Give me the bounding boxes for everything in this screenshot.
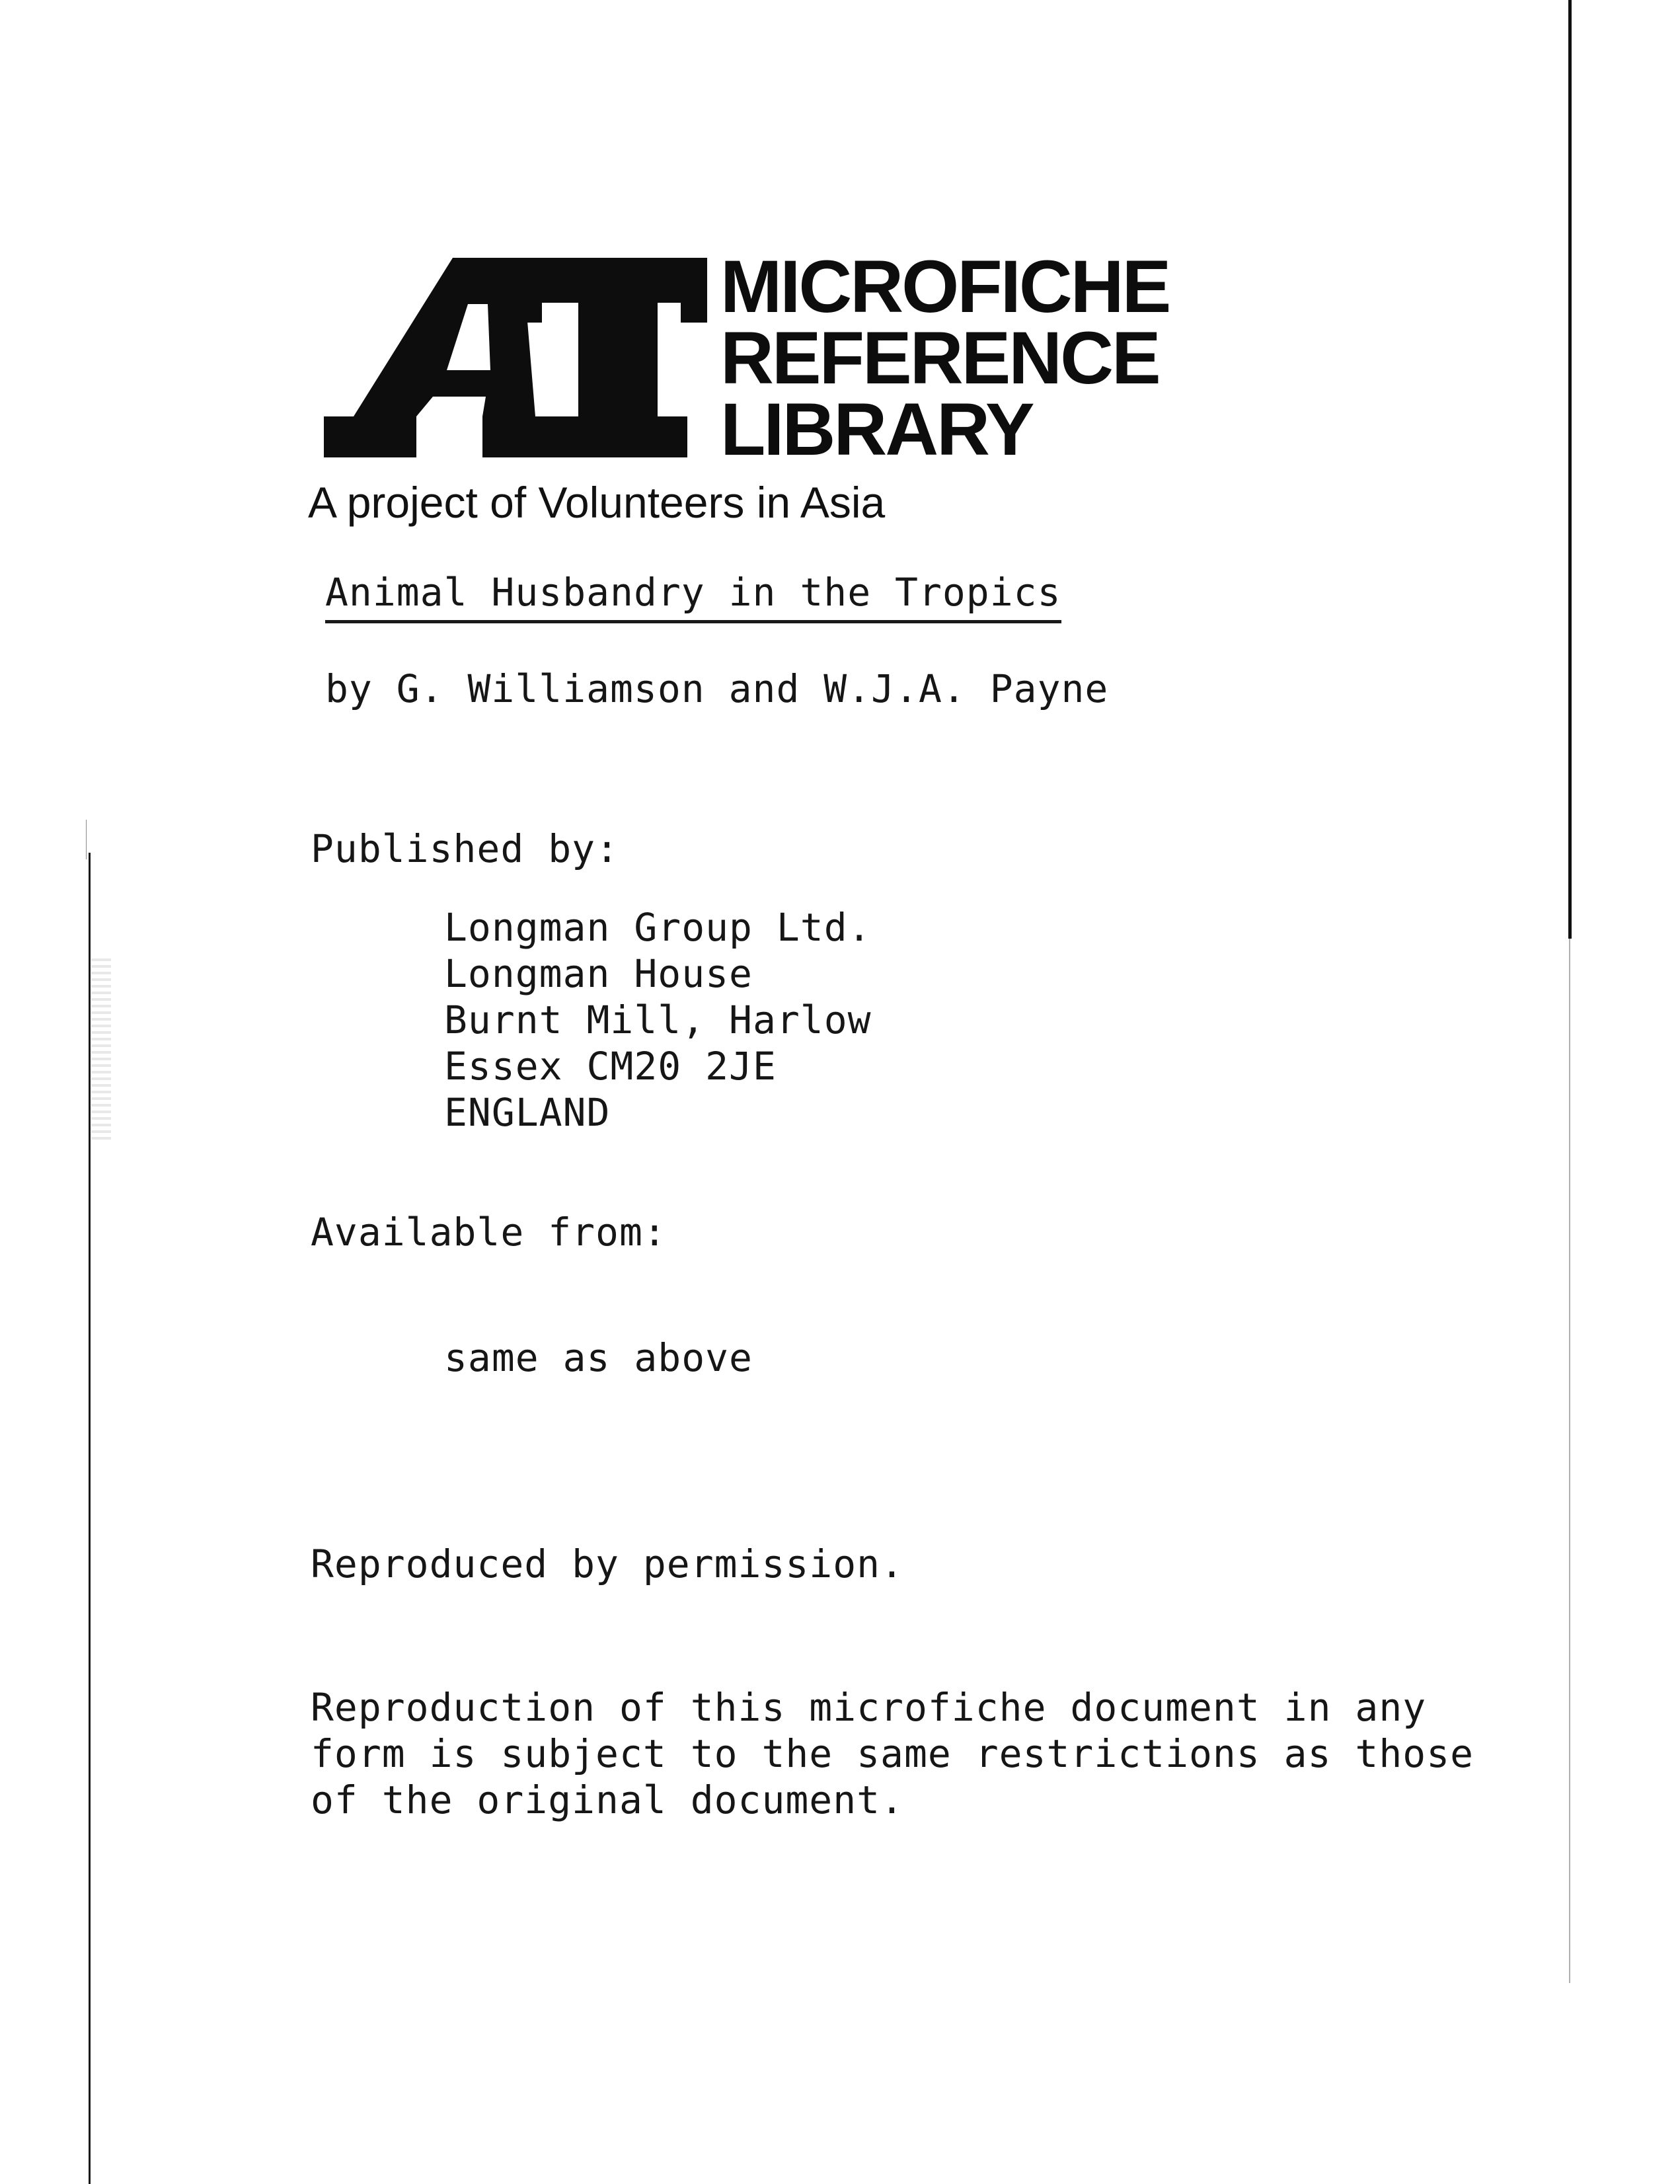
scan-edge-left [89,853,91,2184]
logo-line-library: LIBRARY [720,388,1033,471]
project-line: A project of Volunteers in Asia [308,478,886,527]
notice-line: of the original document. [311,1777,904,1822]
published-by-label: Published by: [311,826,619,871]
logo-line-reference: REFERENCE [720,317,1159,399]
address-line: Longman House [444,951,753,996]
at-logo-mark [317,251,714,469]
logo-wordmark [720,245,1170,471]
permission-statement: Reproduced by permission. [311,1541,904,1586]
logo-line-microfiche: MICROFICHE [720,245,1170,328]
scan-edge-left-faint [86,820,87,859]
at-logo [317,245,1176,471]
reproduction-notice [311,1684,1474,1823]
address-line: Longman Group Ltd. [444,905,872,950]
available-from-label: Available from: [311,1210,667,1255]
address-line: Essex CM20 2JE [444,1044,777,1089]
scan-edge-right [1568,0,1572,939]
available-from-value: same as above [444,1335,753,1380]
document-authors: by G. Williamson and W.J.A. Payne [325,666,1109,711]
notice-line: form is subject to the same restrictions as those [311,1731,1474,1776]
address-line: ENGLAND [444,1090,611,1135]
scan-smudge [91,958,111,1144]
address-line: Burnt Mill, Harlow [444,997,872,1042]
publisher-address [444,904,872,1136]
notice-line: Reproduction of this microfiche document in any [311,1685,1427,1730]
scan-edge-right-faint [1569,939,1570,1983]
document-title: Animal Husbandry in the Tropics [325,570,1061,623]
